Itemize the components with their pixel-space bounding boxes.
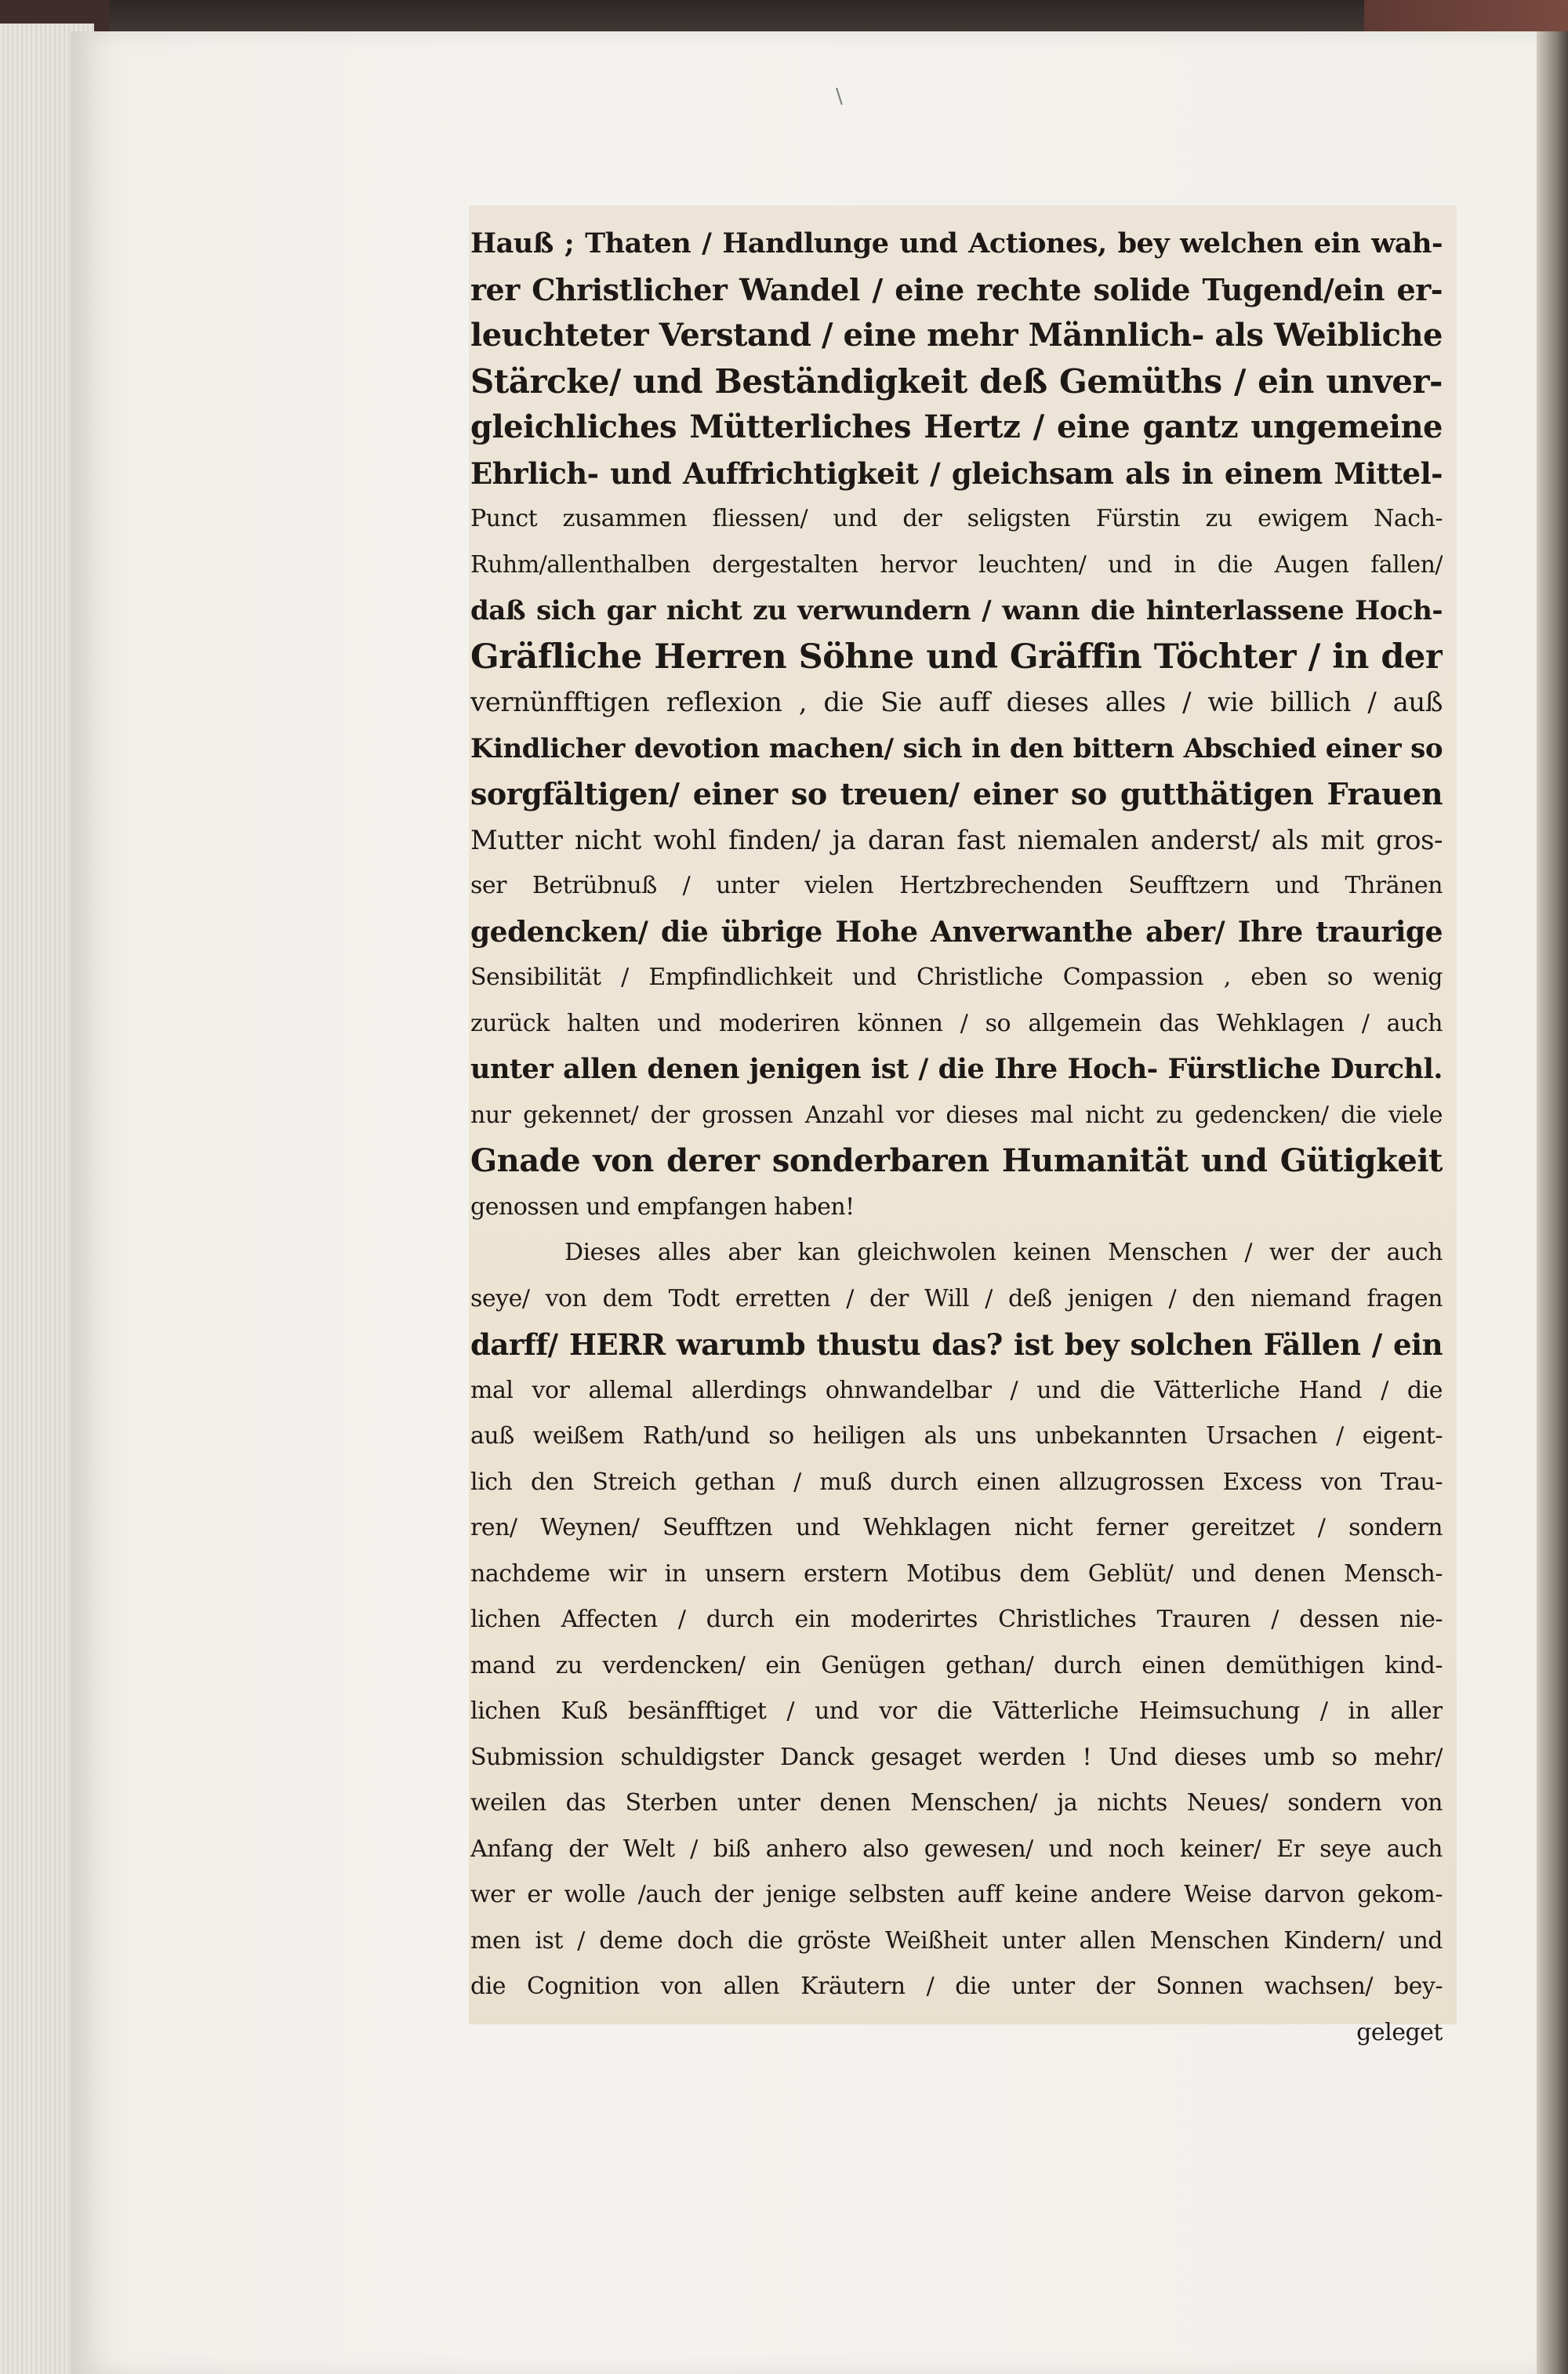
text-line: weilen das Sterben unter denen Menschen/ ja nichts Neues/ sondern von (470, 1789, 1443, 1817)
text-line: seye/ von dem Todt erretten / der Will / deß jenigen / den niemand fragen (470, 1284, 1443, 1312)
text-line: Ehrlich- und Auffrichtigkeit / gleichsam als in einem Mittel- (470, 456, 1443, 491)
text-line: men ist / deme doch die gröste Weißheit unter allen Menschen Kindern/ und (470, 1926, 1443, 1955)
text-line: darff/ HERR warumb thustu das? ist bey solchen Fällen / ein (470, 1327, 1443, 1362)
text-line: Punct zusammen fliessen/ und der seligsten Fürstin zu ewigem Nach- (470, 505, 1443, 532)
text-line: Submission schuldigster Danck gesaget werden ! Und dieses umb so mehr/ (470, 1743, 1443, 1771)
text-line: rer Christlicher Wandel / eine rechte solide Tugend/ein er- (470, 271, 1443, 307)
text-line: gleichliches Mütterliches Hertz / eine gantz ungemeine (470, 408, 1443, 445)
text-line: auß weißem Rath/und so heiligen als uns unbekannten Ursachen / eigent- (470, 1422, 1443, 1450)
book-cover-right (1364, 0, 1568, 31)
text-line: Ruhm/allenthalben dergestalten hervor leuchten/ und in die Augen fallen/ (470, 550, 1443, 579)
text-line: Gnade von derer sonderbaren Humanität und Gütigkeit (470, 1142, 1443, 1179)
text-line: gedencken/ die übrige Hohe Anverwanthe aber/ Ihre traurige (470, 915, 1443, 949)
text-line: mand zu verdencken/ ein Genügen gethan/ durch einen demüthigen kind- (470, 1651, 1443, 1679)
text-block (470, 221, 1443, 2056)
book-edge-right (1537, 31, 1568, 2374)
text-line: leuchteter Verstand / eine mehr Männlich- als Weibliche (470, 317, 1443, 354)
text-line: lich den Streich gethan / muß durch einen allzugrossen Excess von Trau- (470, 1468, 1443, 1496)
text-line: die Cognition von allen Kräutern / die unter der Sonnen wachsen/ bey- (470, 1973, 1443, 2000)
text-line: lichen Kuß besänfftiget / und vor die Vätterliche Heimsuchung / in aller (470, 1697, 1443, 1725)
text-line: Kindlicher devotion machen/ sich in den bittern Abschied einer so (470, 732, 1443, 764)
text-line: Mutter nicht wohl finden/ ja daran fast niemalen anderst/ als mit gros- (470, 824, 1443, 856)
text-line: unter allen denen jenigen ist / die Ihre Hoch- Fürstliche Durchl. (470, 1053, 1443, 1085)
text-line: lichen Affecten / durch ein moderirtes Christliches Trauren / dessen nie- (470, 1606, 1443, 1633)
text-line: sorgfältigen/ einer so treuen/ einer so gutthätigen Frauen (470, 776, 1443, 811)
text-line: ser Betrübnuß / unter vielen Hertzbrechenden Seufftzern und Thränen (470, 872, 1443, 899)
top-mark: \ (836, 85, 843, 108)
text-line: Hauß ; Thaten / Handlunge und Actiones, bey welchen ein wah- (470, 227, 1443, 260)
text-line: zurück halten und moderiren können / so allgemein das Wehklagen / auch (470, 1009, 1443, 1037)
text-line: ren/ Weynen/ Seufftzen und Wehklagen nicht ferner gereitzet / sondern (470, 1514, 1443, 1541)
text-line: daß sich gar nicht zu verwundern / wann die hinterlassene Hoch- (470, 595, 1443, 626)
text-line: genossen und empfangen haben! (470, 1192, 855, 1221)
text-line: mal vor allemal allerdings ohnwandelbar / und die Vätterliche Hand / die (470, 1376, 1443, 1404)
catchword: geleget (1356, 2018, 1443, 2046)
text-line: vernünfftigen reflexion , die Sie auff dieses alles / wie billich / auß (470, 687, 1443, 718)
text-line: Stärcke/ und Beständigkeit deß Gemüths / ein unver- (470, 361, 1443, 401)
text-line: nur gekennet/ der grossen Anzahl vor dieses mal nicht zu gedencken/ die viele (470, 1101, 1443, 1129)
text-line: Anfang der Welt / biß anhero also gewesen/ und noch keiner/ Er seye auch (470, 1835, 1443, 1863)
text-line: Dieses alles aber kan gleichwolen keinen Menschen / wer der auch (564, 1239, 1443, 1266)
text-line: Gräfliche Herren Söhne und Gräffin Töchter / in der (470, 637, 1443, 677)
text-line: Sensibilität / Empfindlichkeit und Christliche Compassion , eben so wenig (470, 964, 1443, 991)
text-line: wer er wolle /auch der jenige selbsten auff keine andere Weise darvon gekom- (470, 1881, 1443, 1908)
text-line: nachdeme wir in unsern erstern Motibus dem Geblüt/ und denen Mensch- (470, 1559, 1443, 1588)
